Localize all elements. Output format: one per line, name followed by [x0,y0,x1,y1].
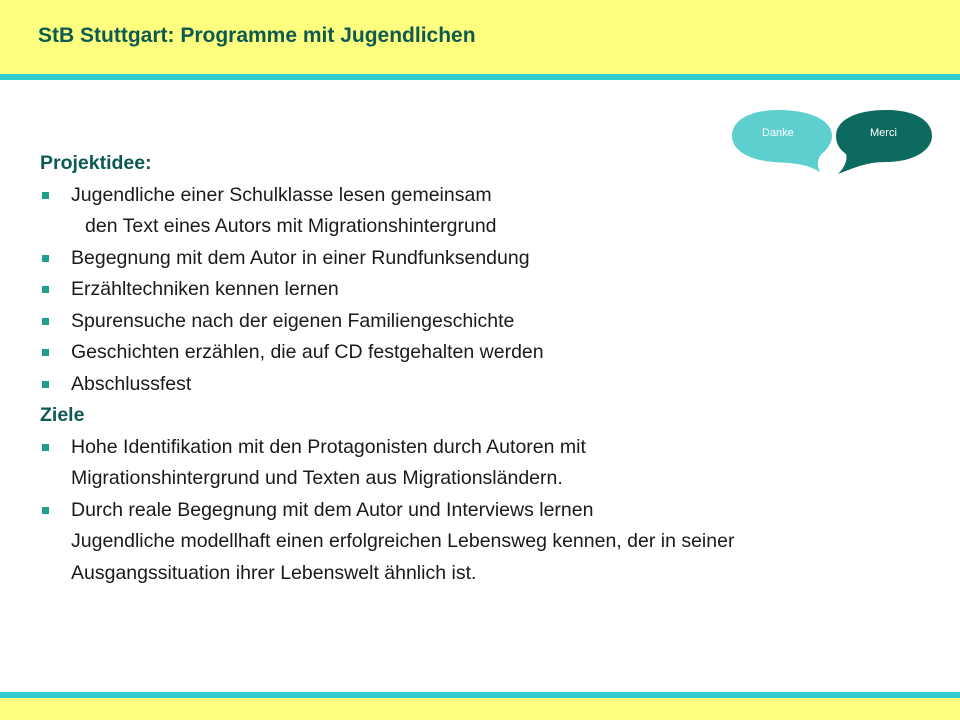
slide-content [40,148,930,589]
list-item [40,243,930,275]
list-item-text: Abschlussfest [71,372,192,395]
merci-bubble-label: Merci [870,127,897,139]
list-item-text: Hohe Identifikation mit den Protagonisten durch Autoren mit [71,435,586,458]
slide-footer [0,698,960,720]
header-divider [0,74,960,80]
list-item [40,495,930,590]
list-item-text: Ausgangssituation ihrer Lebenswelt ähnlich ist. [71,561,477,584]
section-heading-ziele: Ziele [40,404,85,426]
list-item-text: Begegnung mit dem Autor in einer Rundfunksendung [71,246,530,269]
projektidee-list [40,180,930,401]
list-item-text: Jugendliche einer Schulklasse lesen gemeinsam [71,183,492,206]
list-item-text: Erzähltechniken kennen lernen [71,278,339,300]
list-item-text: den Text eines Autors mit Migrationshintergrund [85,215,497,237]
slide-header [0,0,960,74]
slide-title: StB Stuttgart: Programme mit Jugendlichen [38,24,476,47]
danke-bubble-label: Danke [762,127,794,139]
list-item-text: Spurensuche nach der eigenen Familiengeschichte [71,309,515,332]
ziele-list [40,432,930,590]
section-heading-projektidee: Projektidee: [40,152,152,174]
list-item-text: Geschichten erzählen, die auf CD festgehalten werden [71,341,544,363]
list-item [40,337,930,369]
list-item-text: Migrationshintergrund und Texten aus Migrationsländern. [71,467,563,489]
list-item [40,306,930,338]
list-item [40,432,930,495]
list-item-text: Jugendliche modellhaft einen erfolgreichen Lebensweg kennen, der in seiner [71,530,735,552]
list-item [40,369,930,401]
list-item-text: Durch reale Begegnung mit dem Autor und Interviews lernen [71,498,594,521]
list-item [40,180,930,243]
list-item [40,274,930,306]
